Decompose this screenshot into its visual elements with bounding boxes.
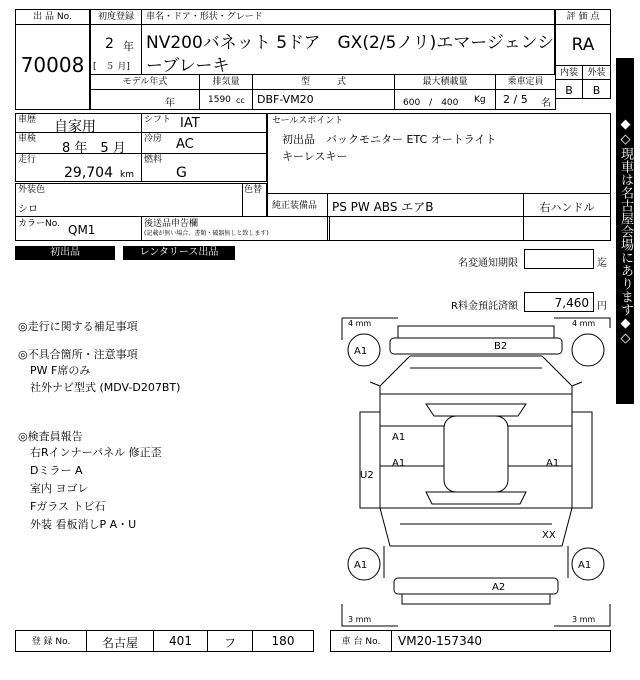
notes-section	[18, 318, 338, 618]
chassis-label-box	[330, 630, 392, 652]
model-year-unit: 年	[165, 98, 175, 109]
history-value: 自家用	[54, 119, 96, 135]
fuel-value: G	[176, 165, 187, 181]
equipment-blank-box	[327, 216, 524, 241]
handle-box	[523, 193, 611, 217]
lot-label: 出 品 No.	[33, 12, 72, 22]
car-damage-diagram	[340, 316, 612, 628]
max-load-box	[394, 89, 496, 110]
lot-label-box	[15, 9, 90, 25]
reg-number: 180	[271, 634, 295, 648]
lot-number-box	[15, 24, 90, 110]
color-change-box	[242, 183, 267, 217]
max-load-label: 最大積載量	[422, 77, 468, 87]
mark-wheel-fl: A1	[354, 346, 368, 357]
exterior-label-box	[582, 65, 611, 80]
color-no-value: QM1	[68, 223, 96, 237]
inspection-label: 車検	[18, 134, 37, 144]
displacement-box	[199, 89, 253, 110]
reg-kana-box	[207, 630, 253, 652]
equipment-items: PS PW ABS エアB	[332, 200, 434, 214]
color-no-label: カラーNo.	[18, 219, 60, 229]
car-name-label: 車名・ドア・形状・グレード	[146, 12, 263, 22]
score-box	[555, 24, 611, 66]
mark-door-r: A1	[546, 458, 560, 469]
score-value: RA	[571, 35, 595, 55]
car-name-box	[141, 24, 555, 75]
interior-value: B	[565, 84, 573, 97]
displacement-value: 1590	[208, 95, 231, 105]
post-report-box	[141, 216, 330, 241]
change-deadline-label: 名変通知期限	[458, 258, 518, 269]
wheel-fr-shape	[572, 334, 604, 366]
first-reg-year: 2	[105, 36, 114, 52]
inspector-title: ◎検査員報告	[18, 430, 83, 443]
car-name-label-box	[141, 9, 555, 25]
first-reg-year-unit: 年	[123, 40, 134, 53]
sales-point-box	[267, 113, 611, 194]
mark-rear-r: XX	[542, 530, 556, 541]
model-year-box	[90, 89, 200, 110]
equipment-blank-box-2	[523, 216, 611, 241]
model-code: DBF-VM20	[257, 93, 314, 106]
defect-line: 社外ナビ型式 (MDV-D207BT)	[30, 381, 181, 394]
mark-front-bumper: B2	[494, 341, 508, 352]
exterior-label: 外装	[587, 68, 606, 78]
roof-shape	[444, 416, 508, 492]
inspection-box	[15, 132, 142, 154]
color-no-box	[15, 216, 142, 241]
history-label: 車歴	[18, 115, 37, 125]
inspector-line: 右Rインナーパネル 修正歪	[30, 446, 162, 459]
fuel-label: 燃料	[144, 155, 163, 165]
lot-number: 70008	[20, 53, 85, 77]
chassis-no-box	[391, 630, 611, 652]
displacement-label: 排気量	[212, 77, 240, 87]
ext-color-value: シロ	[18, 204, 38, 215]
history-box	[15, 113, 142, 133]
model-code-box	[252, 89, 395, 110]
equipment-box	[327, 193, 524, 217]
ext-color-label: 外装色	[18, 185, 46, 195]
recycle-label: R料金預託済額	[451, 301, 518, 312]
reg-class-box	[153, 630, 208, 652]
front-grille-shape	[398, 326, 554, 338]
sales-point-label: セールスポイント	[272, 116, 344, 126]
rental-badge: レンタリース出品	[123, 246, 235, 260]
mileage-box	[15, 153, 142, 182]
first-listing-badge: 初出品	[15, 246, 115, 260]
inspector-line: Dミラー A	[30, 464, 83, 477]
rear-bumper-shape	[394, 578, 558, 594]
reg-place: 名古屋	[101, 636, 138, 650]
windshield-shape	[426, 404, 526, 416]
body-outline-shape	[380, 394, 572, 508]
inspector-line: Fガラス トビ石	[30, 500, 106, 513]
handle-value: 右ハンドル	[539, 201, 595, 214]
reg-label: 登 録 No.	[31, 637, 71, 647]
displacement-unit: cc	[236, 96, 245, 105]
hood-shape	[380, 356, 572, 394]
first-reg-month: [ ５ 月]	[93, 62, 130, 72]
model-year-label-box	[90, 74, 200, 90]
capacity-label-box	[495, 74, 556, 90]
mileage-value: 29,704	[64, 165, 113, 181]
front-bumper-shape	[390, 338, 562, 354]
capacity-unit: 名	[541, 98, 551, 109]
recycle-box	[524, 292, 594, 312]
interior-label-box	[555, 65, 583, 80]
capacity-label: 乗車定員	[507, 77, 544, 87]
tire-depth-rl-label: 3 mm	[348, 615, 372, 624]
ac-box	[141, 132, 267, 154]
reg-place-box	[86, 630, 154, 652]
color-change-label: 色替	[244, 185, 263, 195]
sales-point-line2: キーレスキー	[282, 150, 348, 163]
displacement-label-box	[199, 74, 253, 90]
max-load-unit: Kg	[474, 95, 486, 105]
mileage-unit: km	[120, 170, 134, 180]
mark-door-l2: A1	[392, 458, 406, 469]
inspection-value: 8 年 5 月	[62, 141, 126, 156]
mark-door-l1: A1	[392, 432, 406, 443]
interior-label: 内装	[559, 68, 578, 78]
ac-label: 冷房	[144, 134, 163, 144]
defect-line: PW F席のみ	[30, 364, 91, 377]
score-label-box	[555, 9, 611, 25]
recycle-unit: 円	[597, 301, 607, 312]
location-banner: ◆◇現車は名古屋会場にあります◆◇	[616, 58, 634, 404]
reg-kana: フ	[223, 636, 236, 650]
post-report-label: 後送品申告欄	[144, 219, 199, 229]
model-year-label: モデル年式	[122, 77, 168, 87]
reg-label-box	[15, 630, 87, 652]
rear-panel-shape	[402, 594, 550, 604]
chassis-label: 車 台 No.	[341, 637, 381, 647]
inspector-line: 外装 看板消しP A・U	[30, 518, 137, 531]
mileage-label: 走行	[18, 155, 37, 165]
change-deadline-unit: 迄	[597, 258, 607, 269]
first-reg-box	[90, 24, 142, 75]
ext-color-box	[15, 183, 243, 217]
fuel-box	[141, 153, 267, 182]
post-report-note: (記載が無い場合、書類・破器無しと致します)	[144, 230, 269, 237]
car-name-line2: ーブレーキ	[146, 56, 230, 76]
shift-value: IAT	[180, 116, 200, 131]
model-label: 型 式	[300, 77, 346, 87]
equipment-label-box	[267, 193, 328, 217]
mark-wheel-rl: A1	[354, 560, 368, 571]
model-label-box	[252, 74, 395, 90]
mark-side-l: U2	[360, 470, 374, 481]
reg-number-box	[252, 630, 314, 652]
ac-value: AC	[176, 137, 194, 152]
driving-notes-title: ◎走行に関する補足事項	[18, 320, 138, 333]
interior-box	[555, 79, 583, 99]
first-reg-label: 初度登録	[97, 12, 134, 22]
mark-rear-bumper: A2	[492, 582, 506, 593]
max-load-value: 600 / 400	[403, 98, 459, 108]
car-name-line1: NV200バネット 5ドア GX(2/5ノリ)エマージェンシ	[146, 33, 555, 53]
exterior-box	[582, 79, 611, 99]
tire-depth-fr-label: 4 mm	[572, 319, 596, 328]
inspector-line: 室内 ヨゴレ	[30, 482, 89, 495]
reg-class: 401	[169, 634, 192, 648]
capacity-value: 2 / 5	[503, 93, 528, 106]
sales-point-line1: 初出品 バックモニター ETC オートライト	[282, 133, 497, 146]
equipment-label: 純正装備品	[272, 201, 318, 211]
shift-box	[141, 113, 267, 133]
rear-window-shape	[426, 492, 526, 504]
change-deadline-box	[524, 249, 594, 269]
defect-notes-title: ◎不具合箇所・注意事項	[18, 348, 138, 361]
shift-label: シフト	[144, 115, 172, 125]
max-load-label-box	[394, 74, 496, 90]
tire-depth-fl-label: 4 mm	[348, 319, 372, 328]
mark-wheel-rr: A1	[578, 560, 592, 571]
exterior-value: B	[592, 84, 601, 97]
score-label: 評 価 点	[566, 12, 600, 22]
capacity-box	[495, 89, 556, 110]
first-reg-label-box	[90, 9, 142, 25]
recycle-value: 7,460	[554, 296, 589, 310]
chassis-no: VM20-157340	[398, 634, 482, 648]
tire-depth-rr-label: 3 mm	[572, 615, 596, 624]
